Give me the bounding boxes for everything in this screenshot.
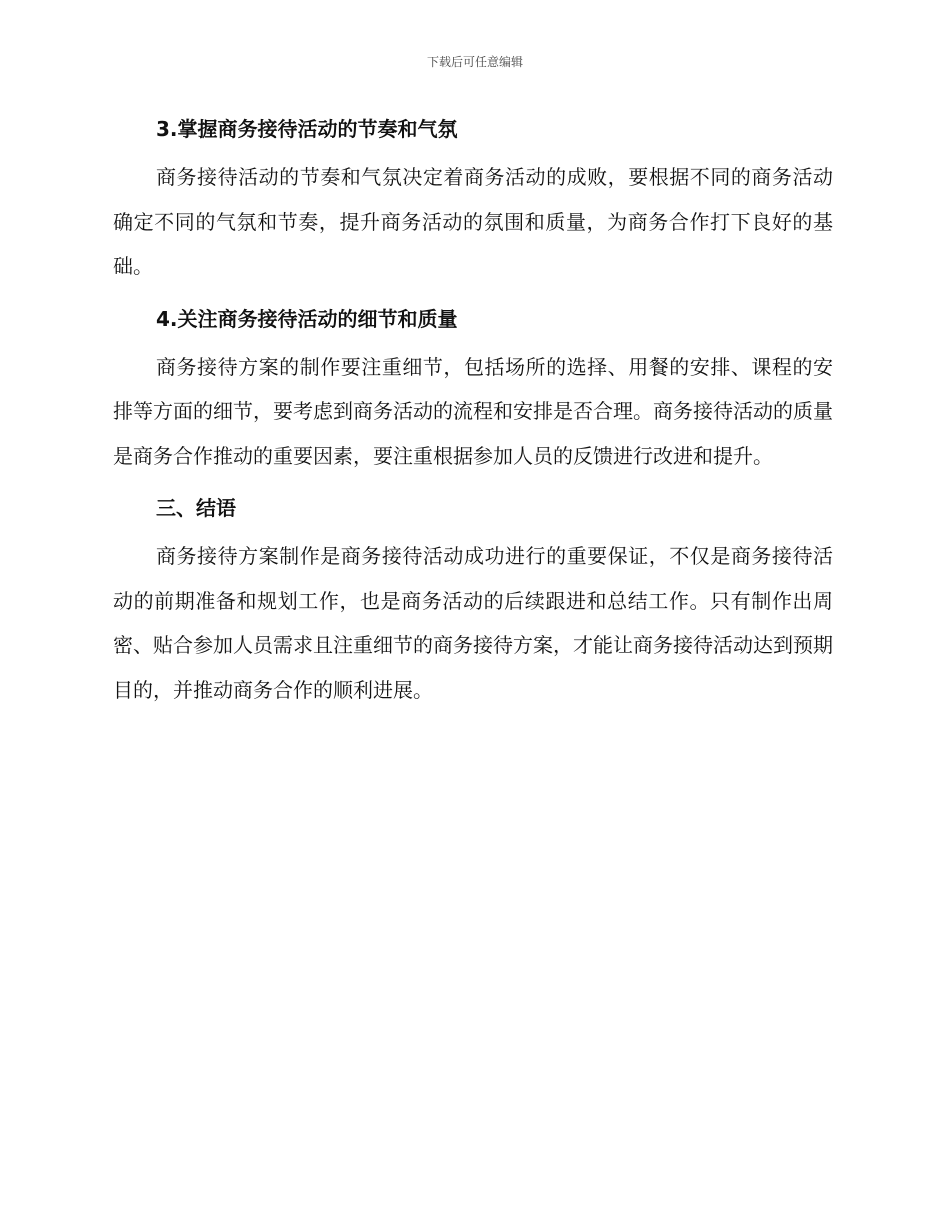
document-body <box>113 113 833 712</box>
section-heading-rhythm: 3.掌握商务接待活动的节奏和气氛 <box>156 117 458 141</box>
section-paragraph-rhythm: 商务接待活动的节奏和气氛决定着商务活动的成败，要根据不同的商务活动确定不同的气氛和节奏，提升商务活动的氛围和质量，为商务合作打下良好的基础。 <box>113 165 833 278</box>
section-heading-details: 4.关注商务接待活动的细节和质量 <box>156 306 458 331</box>
header-note: 下载后可任意编辑 <box>426 55 523 69</box>
section-paragraph-details: 商务接待方案的制作要注重细节，包括场所的选择、用餐的安排、课程的安排等方面的细节，要考虑到商务活动的流程和安排是否合理。商务接待活动的质量是商务合作推动的重要因素，要注重根据参加人员的反馈进行改进和提升。 <box>113 354 833 468</box>
section-paragraph-conclusion: 商务接待方案制作是商务接待活动成功进行的重要保证，不仅是商务接待活动的前期准备和规划工作，也是商务活动的后续跟进和总结工作。只有制作出周密、贴合参加人员需求且注重细节的商务接待方案，才能让商务接待活动达到预期目的，并推动商务合作的顺利进展。 <box>113 544 833 702</box>
section-heading-conclusion: 三、结语 <box>156 496 236 520</box>
